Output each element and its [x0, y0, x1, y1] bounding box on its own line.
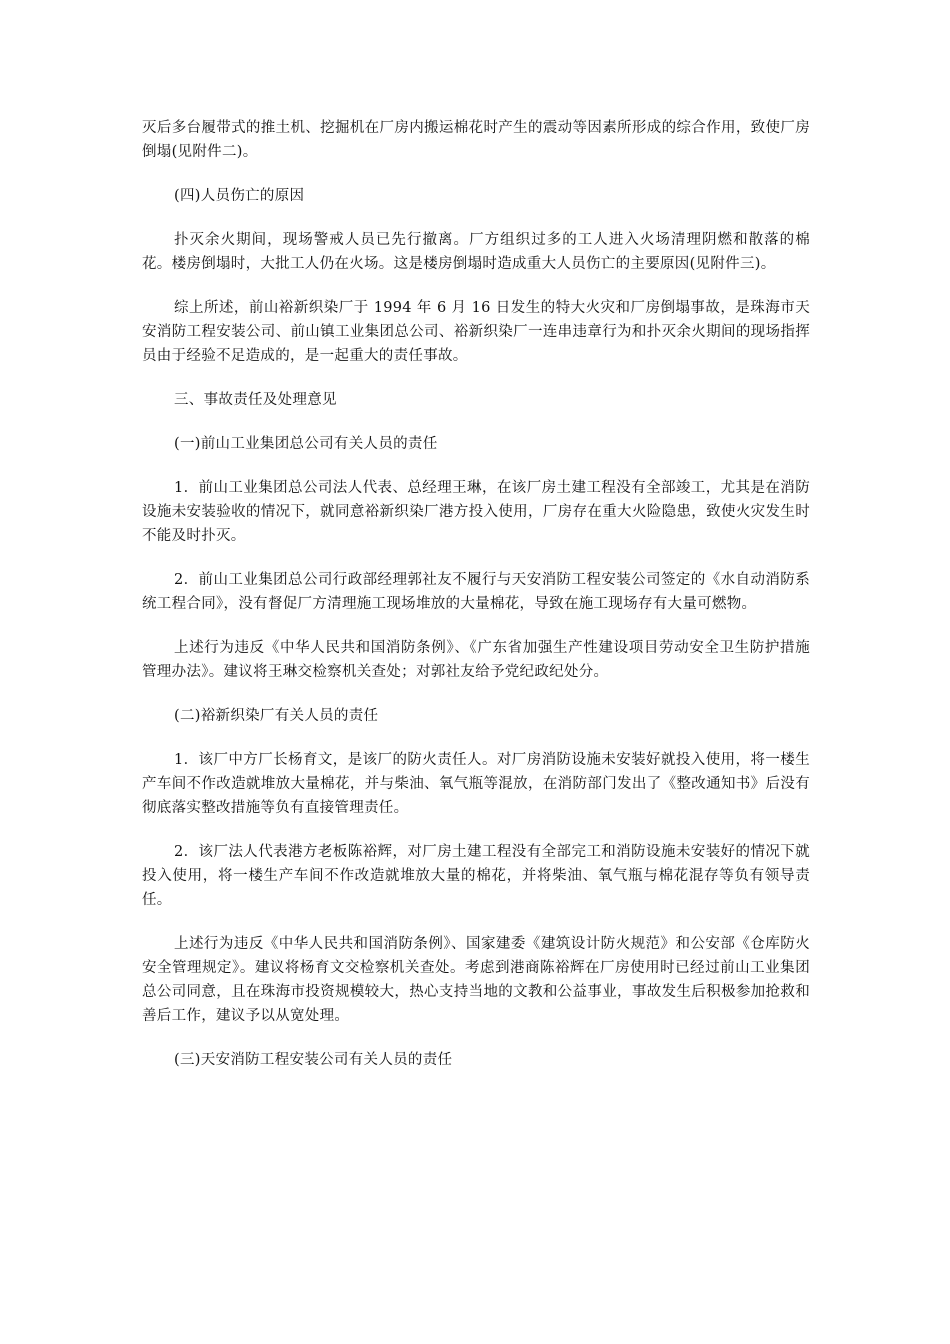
heading-factory: (二)裕新织染厂有关人员的责任: [174, 708, 379, 724]
paragraph-factory-item-2: 2．该厂法人代表港方老板陈裕辉，对厂房土建工程没有全部完工和消防设施未安装好的情况下就投入使用，将一楼生产车间不作改造就堆放大量的棉花，并将柴油、氧气瓶与棉花混存等负有领导责任。: [142, 844, 810, 908]
paragraph-group-item-2: 2．前山工业集团总公司行政部经理郭社友不履行与天安消防工程安装公司签定的《水自动消防系统工程合同》，没有督促厂方清理施工现场堆放的大量棉花，导致在施工现场存有大量可燃物。: [142, 572, 810, 612]
paragraph-factory-violation: 上述行为违反《中华人民共和国消防条例》、国家建委《建筑设计防火规范》和公安部《仓库防火安全管理规定》。建议将杨育文交检察机关查处。考虑到港商陈裕辉在厂房使用时已经过前山工业集团总公司同意，且在珠海市投资规模较大，热心支持当地的文教和公益事业，事故发生后积极参加抢救和善后工作，建议予以从宽处理。: [142, 936, 810, 1024]
paragraph-factory-item-1: 1．该厂中方厂长杨育文，是该厂的防火责任人。对厂房消防设施未安装好就投入使用，将一楼生产车间不作改造就堆放大量棉花，并与柴油、氧气瓶等混放，在消防部门发出了《整改通知书》后没有彻底落实整改措施等负有直接管理责任。: [142, 752, 810, 816]
paragraph-casualty-cause: 扑灭余火期间，现场警戒人员已先行撤离。厂方组织过多的工人进入火场清理阴燃和散落的棉花。楼房倒塌时，大批工人仍在火场。这是楼房倒塌时造成重大人员伤亡的主要原因(见附件三)。: [142, 232, 810, 272]
paragraph-group-item-1: 1．前山工业集团总公司法人代表、总经理王琳，在该厂房土建工程没有全部竣工，尤其是在消防设施未安装验收的情况下，就同意裕新织染厂港方投入使用，厂房存在重大火险隐患，致使火灾发生时不能及时扑灭。: [142, 480, 810, 544]
heading-group-company: (一)前山工业集团总公司有关人员的责任: [174, 436, 438, 452]
heading-fire-company: (三)天安消防工程安装公司有关人员的责任: [174, 1052, 453, 1068]
document-body: [142, 116, 810, 1092]
paragraph-summary: 综上所述，前山裕新织染厂于 1994 年 6 月 16 日发生的特大火灾和厂房倒塌事故，是珠海市天安消防工程安装公司、前山镇工业集团总公司、裕新织染厂一连串违章行为和扑灭余火期间的现场指挥员由于经验不足造成的，是一起重大的责任事故。: [142, 300, 810, 364]
paragraph-continuation: 灭后多台履带式的推土机、挖掘机在厂房内搬运棉花时产生的震动等因素所形成的综合作用，致使厂房倒塌(见附件二)。: [142, 120, 810, 160]
heading-section-three: 三、事故责任及处理意见: [174, 392, 337, 408]
paragraph-group-violation: 上述行为违反《中华人民共和国消防条例》、《广东省加强生产性建设项目劳动安全卫生防护措施管理办法》。建议将王琳交检察机关查处；对郭社友给予党纪政纪处分。: [142, 640, 810, 680]
heading-casualty-cause: (四)人员伤亡的原因: [174, 188, 305, 204]
